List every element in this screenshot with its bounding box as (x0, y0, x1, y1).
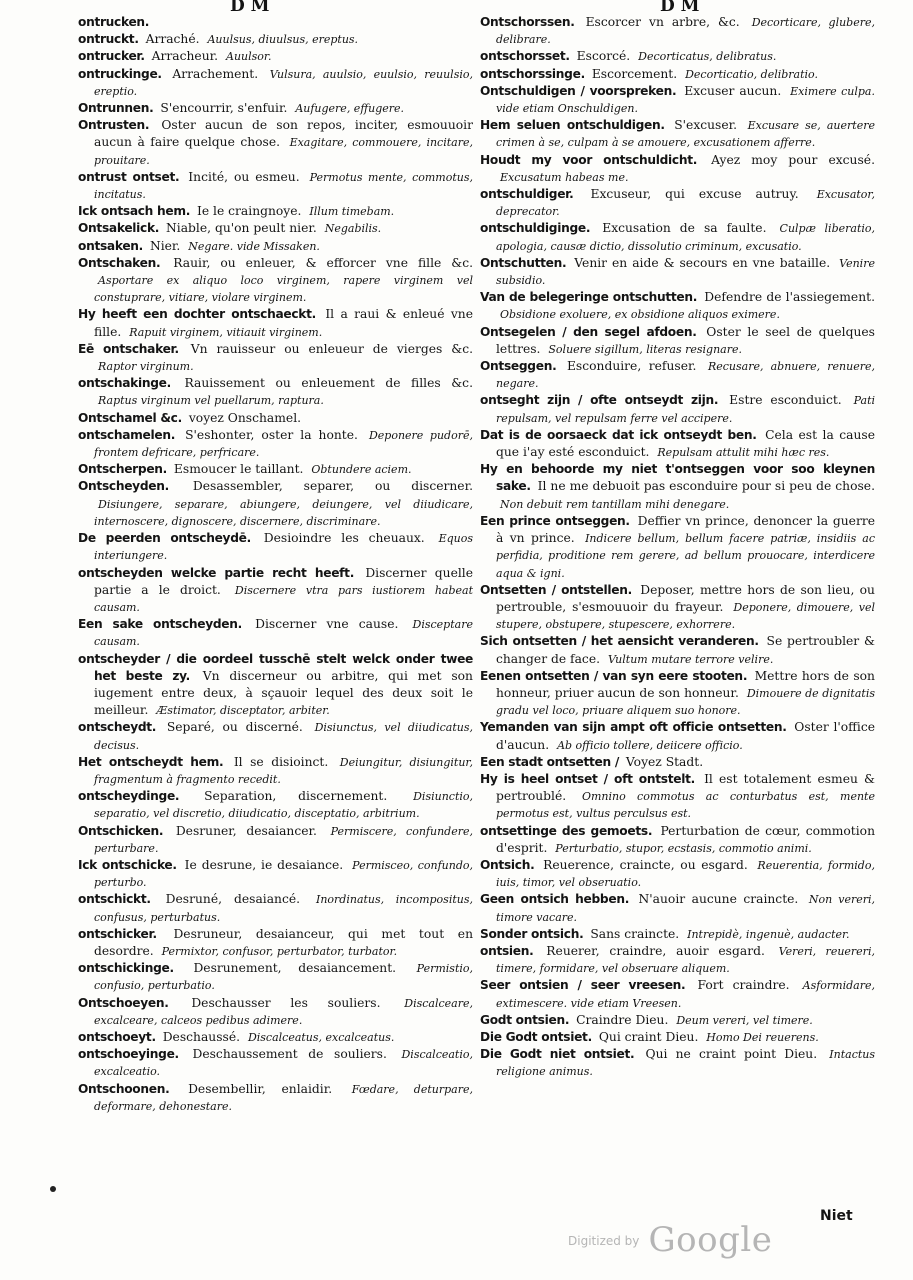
entry-french: Ie desrune, ie desaiance. (184, 857, 344, 872)
dictionary-entry (480, 427, 875, 461)
entry-headword: Ontrunnen. (78, 101, 154, 116)
entry-headword: ontsien. (480, 943, 534, 958)
entry-latin: Intactus religione animus. (496, 1048, 875, 1079)
entry-headword: ontscheydinge. (78, 789, 180, 804)
entry-headword: Ontschicken. (78, 823, 164, 838)
entry-headword: Ontsich. (480, 857, 535, 872)
dictionary-entry (480, 461, 875, 513)
entry-french: N'auoir aucune craincte. (638, 892, 799, 907)
dictionary-entry (78, 306, 473, 340)
entry-french: Rauir, ou enleuer, & efforcer vne fille &c. (173, 255, 473, 270)
ink-dot-mark (50, 1186, 56, 1192)
entry-latin: Asportare ex aliquo loco virginem, rapere virginem vel constuprare, vitiare, violare virginem. (94, 274, 473, 305)
entry-headword: ontruckt. (78, 32, 139, 47)
entry-latin: Eximere culpa. vide etiam Onschuldigen. (496, 84, 875, 116)
entry-latin: Vultum mutare terrore velire. (607, 652, 774, 666)
entry-headword: ontschoeyt. (78, 1029, 156, 1044)
dictionary-entry (78, 995, 473, 1029)
entry-latin: Permisceo, confundo, perturbo. (94, 858, 473, 890)
entry-french: Vn discerneur ou arbitre, qui met son iugement entre deux, à sçauoir lequel des deux soit le meilleur. (94, 668, 473, 718)
entry-latin: Decorticatio, delibratio. (685, 67, 818, 81)
dictionary-entry (78, 651, 473, 720)
dictionary-entry (480, 513, 875, 582)
catchword: Niet (820, 1208, 853, 1224)
entry-latin: Non vereri, timore vacare. (496, 893, 875, 924)
dictionary-entry (480, 392, 875, 426)
entry-french: Deschausser les souliers. (191, 995, 381, 1010)
entry-latin: Exagitare, commouere, incitare, prouitare. (94, 136, 473, 167)
dictionary-entry (78, 427, 473, 461)
dictionary-entry (480, 857, 875, 891)
entry-headword: Godt ontsien. (480, 1012, 570, 1027)
entry-french: Venir en aide & secours en vne bataille. (574, 255, 831, 270)
entry-french: Separé, ou discerné. (166, 720, 303, 735)
entry-french: Deffier vn prince, denoncer la guerre à vn prince. (496, 513, 875, 546)
entry-latin: Venire subsidio. (496, 256, 875, 288)
entry-latin: Permistio, confusio, perturbatio. (94, 962, 473, 993)
entry-latin: Excusare se, auertere crimen à se, culpam à se amouere, excusationem afferre. (496, 119, 875, 150)
entry-latin: Deponere, dimouere, vel stupere, obstupere, stupescere, exhorrere. (496, 600, 875, 632)
entry-french: Ayez moy pour excusé. (711, 152, 875, 167)
entry-french: Deschaussé. (162, 1029, 241, 1044)
dictionary-entry (78, 203, 473, 220)
entry-headword: Ontseggen. (480, 359, 557, 374)
entry-latin: Disceptare causam. (94, 618, 473, 649)
entry-latin: Excusatum habeas me. (500, 170, 629, 184)
entry-french: Oster le seel de quelques lettres. (496, 324, 875, 356)
entry-headword: ontschorssinge. (480, 66, 585, 81)
entry-latin: Repulsam attulit mihi hæc res. (657, 446, 830, 460)
dictionary-entry (78, 788, 473, 822)
entry-french: Oster aucun de son repos, inciter, esmouuoir aucun à faire quelque chose. (94, 118, 473, 150)
dictionary-entry (78, 823, 473, 857)
entry-latin: Reuerentia, formido, iuis, timor, vel obseruatio. (496, 858, 875, 890)
entry-headword: ontschickinge. (78, 961, 174, 976)
dictionary-entry (78, 565, 473, 617)
dictionary-entry (78, 341, 473, 375)
entry-headword: ontruckinge. (78, 66, 162, 81)
entry-french: Nier. (149, 238, 181, 253)
entry-latin: Culpæ liberatio, apologia, causæ dictio, dissolutio criminum, excusatio. (496, 222, 875, 253)
entry-french: Ie le craingnoye. (197, 204, 302, 219)
dictionary-entry (480, 66, 875, 83)
dictionary-entry (78, 1029, 473, 1046)
entry-latin: Negare. vide Missaken. (188, 239, 320, 253)
entry-latin: Discalceare, excalceare, calceos pedibus adimere. (94, 996, 473, 1027)
entry-latin: Pati repulsam, vel repulsam ferre vel accipere. (496, 394, 875, 425)
entry-french: S'excuser. (674, 118, 738, 133)
dictionary-entry (78, 857, 473, 891)
entry-french: Rauissement ou enleuement de filles &c. (184, 376, 473, 391)
entry-latin: Permixtor, confusor, perturbator, turbator. (161, 944, 398, 958)
dictionary-entry (78, 754, 473, 788)
dictionary-entry (480, 83, 875, 117)
entry-latin: Raptus virginum vel puellarum, raptura. (98, 394, 324, 408)
entry-latin: Recusare, abnuere, renuere, negare. (496, 360, 875, 391)
entry-french: Discerner quelle partie a le droict. (94, 565, 473, 597)
header-left: D M (230, 0, 270, 16)
dictionary-entry (78, 220, 473, 237)
dictionary-entry (480, 324, 875, 358)
entry-latin: Indicere bellum, bellum facere patriæ, insidiis ac perfidia, proditione rem gerere, ad bellum prouocare, interdicere aqua & igni. (496, 532, 875, 580)
dictionary-entry (78, 616, 473, 650)
entry-headword: ontschamelen. (78, 427, 176, 442)
dictionary-entry (480, 719, 875, 753)
dictionary-entry (480, 152, 875, 186)
dictionary-entry (480, 14, 875, 48)
entry-french: Craindre Dieu. (576, 1012, 669, 1027)
dictionary-entry (78, 48, 473, 65)
dictionary-entry (78, 1081, 473, 1115)
entry-french: Desembellir, enlaidir. (188, 1081, 333, 1096)
entry-french: Vn rauisseur ou enleueur de vierges &c. (190, 341, 473, 356)
dictionary-entry (78, 960, 473, 994)
entry-headword: Hy is heel ontset / oft ontstelt. (480, 771, 695, 786)
entry-headword: ontsaken. (78, 238, 144, 253)
entry-headword: Ick ontschicke. (78, 857, 177, 872)
entry-headword: Geen ontsich hebben. (480, 892, 630, 907)
entry-latin: Raptor virginum. (98, 360, 194, 374)
entry-french: Cela est la cause que i'ay esté esconduict. (496, 427, 875, 460)
entry-latin: Decorticare, glubere, delibrare. (496, 16, 875, 47)
entry-headword: Ontschoonen. (78, 1081, 170, 1096)
entry-french: Niable, qu'on peult nier. (166, 221, 317, 236)
entry-headword: Eē ontschaker. (78, 341, 179, 356)
entry-headword: ontschickt. (78, 892, 151, 907)
entry-french: Incité, ou esmeu. (188, 169, 300, 184)
dictionary-entry (480, 186, 875, 220)
entry-latin: Permiscere, confundere, perturbare. (94, 824, 473, 855)
entry-headword: Ontsegelen / den segel afdoen. (480, 324, 697, 339)
entry-headword: Ontsakelick. (78, 221, 160, 236)
entry-french: Excuser aucun. (684, 83, 782, 98)
entry-french: Separation, discernement. (204, 789, 388, 804)
entry-headword: Ontsetten / ontstellen. (480, 582, 632, 597)
entry-french: Esconduire, refuser. (566, 359, 697, 374)
entry-headword: Hem seluen ontschuldigen. (480, 118, 665, 133)
entry-french: Il a raui & enleué vne fille. (94, 307, 473, 339)
entry-french: Reuerer, craindre, auoir esgard. (546, 943, 765, 958)
dictionary-entry (78, 530, 473, 564)
entry-headword: Ontschaken. (78, 255, 161, 270)
entry-headword: ontschuldiginge. (480, 221, 591, 236)
entry-french: Il est totalement esmeu & pertroublé. (496, 771, 875, 804)
entry-french: Arraché. (145, 32, 200, 47)
entry-headword: ontrust ontset. (78, 169, 180, 184)
entry-headword: ontscheydt. (78, 720, 157, 735)
entry-headword: Ontschamel &c. (78, 410, 182, 425)
entry-french: voyez Onschamel. (188, 410, 302, 425)
entry-headword: Hy en behoorde my niet t'ontseggen voor soo kleynen sake. (480, 462, 875, 494)
entry-headword: Van de belegeringe ontschutten. (480, 290, 698, 305)
entry-french: Il se disioinct. (233, 754, 329, 769)
entry-latin: Asformidare, extimescere. vide etiam Vreesen. (496, 979, 875, 1010)
entry-french: Desruneur, desaianceur, qui met tout en desordre. (94, 926, 473, 958)
entry-french: Estre esconduict. (729, 393, 842, 408)
entry-latin: Inordinatus, incompositus, confusus, perturbatus. (94, 893, 473, 924)
right-column (480, 14, 875, 1219)
entry-headword: ontschorsset. (480, 49, 570, 64)
entry-headword: Ontschutten. (480, 255, 567, 270)
dictionary-entry (480, 358, 875, 392)
header-right: D M (660, 0, 700, 16)
dictionary-entry (480, 891, 875, 925)
entry-headword: ontscheyder / die oordeel tusschē stelt welck onder twee het beste zy. (78, 651, 473, 683)
entry-latin: Aufugere, effugere. (295, 102, 405, 116)
entry-headword: Ontscherpen. (78, 462, 167, 477)
entry-latin: Rapuit virginem, vitiauit virginem. (129, 325, 323, 339)
entry-french: Defendre de l'assiegement. (704, 290, 875, 305)
entry-french: Desruner, desaiancer. (175, 823, 317, 838)
entry-headword: Een stadt ontsetten / (480, 754, 619, 769)
entry-latin: Vereri, reuereri, timere, formidare, vel obseruare aliquem. (496, 944, 875, 976)
entry-french: Mettre hors de son honneur, priuer aucun de son honneur. (496, 668, 875, 700)
dictionary-entry (78, 100, 473, 117)
left-column (78, 14, 473, 1219)
entry-french: S'eshonter, oster la honte. (185, 427, 358, 442)
entry-latin: Intrepidè, ingenuè, audacter. (687, 927, 850, 941)
dictionary-entry (78, 461, 473, 478)
google-logo-text: Google (648, 1220, 773, 1260)
dictionary-entry (78, 478, 473, 530)
entry-latin: Discernere vtra pars iustiorem habeat causam. (94, 583, 473, 614)
dictionary-entry (480, 220, 875, 254)
entry-latin: Auulsor. (226, 50, 272, 64)
entry-latin: Æstimator, disceptator, arbiter. (156, 704, 330, 718)
entry-latin: Dimouere de dignitatis gradu vel loco, priuare aliquem suo honore. (496, 686, 875, 718)
entry-latin: Negabilis. (324, 222, 382, 236)
entry-french: Qui ne craint point Dieu. (645, 1047, 818, 1062)
dictionary-entry (78, 410, 473, 427)
watermark-small-text: Digitized by (568, 1234, 640, 1248)
entry-french: Qui craint Dieu. (598, 1029, 699, 1044)
entry-latin: Decorticatus, delibratus. (638, 50, 777, 64)
entry-french: Voyez Stadt. (625, 754, 704, 769)
entry-french: Arracheur. (151, 49, 219, 64)
digitized-watermark (568, 1220, 772, 1260)
dictionary-entry (78, 169, 473, 203)
entry-french: Escorcer vn arbre, &c. (585, 15, 740, 29)
entry-latin: Omnino commotus ac conturbatus est, mente permotus est, vultus perculsus est. (496, 790, 875, 821)
entry-headword: Het ontscheydt hem. (78, 754, 224, 769)
entry-latin: Discalceatus, excalceatus. (247, 1030, 395, 1044)
entry-headword: ontsettinge des gemoets. (480, 823, 653, 838)
entry-latin: Permotus mente, commotus, incitatus. (94, 170, 473, 202)
dictionary-entry (480, 823, 875, 857)
entry-french: Desruné, desaiancé. (165, 892, 301, 907)
entry-headword: Ontschoeyen. (78, 995, 169, 1010)
dictionary-entry (480, 255, 875, 289)
entry-latin: Disiungere, separare, abiungere, deiungere, vel diiudicare, internoscere, dignoscere, discernere, discriminare. (94, 497, 473, 528)
entry-french: Esmoucer le taillant. (173, 462, 304, 477)
entry-latin: Discalceatio, excalceatio. (94, 1048, 473, 1079)
entry-french: Excusation de sa faulte. (602, 221, 767, 236)
entry-french: Excuseur, qui excuse autruy. (590, 187, 799, 202)
entry-french: Desassembler, separer, ou discerner. (192, 479, 473, 494)
entry-latin: Soluere sigillum, literas resignare. (548, 342, 742, 356)
entry-latin: Fœdare, deturpare, deformare, dehonestare. (94, 1082, 473, 1113)
entry-latin: Perturbatio, stupor, ecstasis, commotio animi. (555, 841, 812, 855)
dictionary-entry (480, 1029, 875, 1046)
dictionary-entry (78, 891, 473, 925)
entry-latin: Deiungitur, disiungitur, fragmentum à fragmento recedit. (94, 755, 473, 786)
entry-headword: Sonder ontsich. (480, 926, 584, 941)
dictionary-entry (78, 117, 473, 169)
dictionary-entry (480, 754, 875, 771)
entry-latin: Ab officio tollere, deiicere officio. (557, 738, 743, 752)
dictionary-entry (480, 926, 875, 943)
entry-french: Oster l'office d'aucun. (496, 720, 875, 752)
entry-latin: Vulsura, auulsio, euulsio, reuulsio, ereptio. (94, 67, 473, 98)
dictionary-entry (480, 771, 875, 823)
entry-french: S'encourrir, s'enfuir. (160, 101, 288, 116)
entry-french: Desrunement, desaiancement. (193, 961, 397, 976)
entry-headword: ontrucken. (78, 15, 150, 29)
entry-french: Discerner vne cause. (255, 617, 399, 632)
entry-french: Deposer, mettre hors de son lieu, ou pertrouble, s'esmouuoir du frayeur. (496, 582, 875, 614)
dictionary-entry (78, 66, 473, 100)
entry-headword: ontschoeyinge. (78, 1047, 179, 1062)
entry-headword: Ick ontsach hem. (78, 204, 191, 219)
entry-headword: De peerden ontscheydē. (78, 531, 251, 546)
entry-french: Arrachement. (172, 66, 259, 81)
dictionary-entry (480, 582, 875, 634)
dictionary-entry (78, 238, 473, 255)
entry-latin: Deum vereri, vel timere. (676, 1013, 813, 1027)
dictionary-entry (78, 1046, 473, 1080)
entry-french: Il ne me debuoit pas esconduire pour si peu de chose. (537, 479, 875, 494)
entry-headword: Ontschuldigen / voorspreken. (480, 83, 677, 98)
entry-latin: Disiunctio, separatio, vel discretio, diiudicatio, disceptatio, arbitrium. (94, 790, 473, 821)
entry-latin: Excusator, deprecator. (496, 188, 875, 219)
entry-latin: Auulsus, diuulsus, ereptus. (207, 33, 359, 47)
entry-french: Perturbation de cœur, commotion d'esprit. (496, 823, 875, 855)
entry-headword: Die Godt niet ontsiet. (480, 1047, 635, 1062)
entry-headword: ontrucker. (78, 49, 145, 64)
entry-headword: Die Godt ontsiet. (480, 1029, 592, 1044)
entry-latin: Obtundere aciem. (311, 463, 412, 477)
entry-latin: Non debuit rem tantillam mihi denegare. (500, 497, 730, 511)
entry-headword: Ontscheyden. (78, 479, 169, 494)
dictionary-entry (480, 633, 875, 667)
dictionary-entry (480, 289, 875, 323)
entry-headword: Een prince ontseggen. (480, 513, 630, 528)
dictionary-entry (480, 943, 875, 977)
dictionary-entry (78, 375, 473, 409)
dictionary-entry (78, 14, 473, 31)
entry-latin: Homo Dei reuerens. (706, 1030, 819, 1044)
dictionary-entry (78, 31, 473, 48)
dictionary-entry (480, 1046, 875, 1080)
dictionary-entry (78, 255, 473, 307)
entry-headword: ontschicker. (78, 926, 157, 941)
entry-headword: Dat is de oorsaeck dat ick ontseydt ben. (480, 427, 757, 442)
entry-headword: ontschakinge. (78, 376, 171, 391)
dictionary-entry (78, 926, 473, 960)
entry-headword: ontscheyden welcke partie recht heeft. (78, 565, 355, 580)
entry-headword: ontseght zijn / ofte ontseydt zijn. (480, 393, 719, 408)
dictionary-entry (78, 719, 473, 753)
dictionary-entry (480, 668, 875, 720)
entry-headword: ontschuldiger. (480, 187, 574, 202)
entry-headword: Sich ontsetten / het aensicht veranderen. (480, 634, 759, 649)
entry-headword: Houdt my voor ontschuldicht. (480, 152, 698, 167)
entry-headword: Hy heeft een dochter ontschaeckt. (78, 307, 316, 322)
entry-headword: Ontrusten. (78, 118, 150, 133)
entry-french: Sans craincte. (590, 926, 680, 941)
entry-french: Escorcement. (591, 66, 678, 81)
entry-latin: Equos interiungere. (94, 532, 473, 563)
dictionary-entry (480, 48, 875, 65)
entry-french: Reuerence, craincte, ou esgard. (543, 857, 748, 872)
entry-latin: Illum timebam. (309, 205, 395, 219)
entry-headword: Ontschorssen. (480, 15, 575, 29)
dictionary-entry (480, 1012, 875, 1029)
entry-headword: Een sake ontscheyden. (78, 617, 242, 632)
entry-headword: Eenen ontsetten / van syn eere stooten. (480, 668, 748, 683)
dictionary-entry (480, 117, 875, 151)
entry-headword: Seer ontsien / seer vreesen. (480, 978, 686, 993)
entry-latin: Deponere pudorē, frontem defricare, perfricare. (94, 428, 473, 460)
entry-french: Fort craindre. (697, 978, 790, 993)
entry-french: Deschaussement de souliers. (192, 1047, 387, 1062)
entry-french: Desioindre les cheuaux. (263, 531, 425, 546)
dictionary-entry (480, 977, 875, 1011)
entry-latin: Disiunctus, vel diiudicatus, decisus. (94, 721, 473, 752)
entry-latin: Obsidione exoluere, ex obsidione aliquos eximere. (500, 308, 780, 322)
entry-french: Escorcé. (576, 49, 631, 64)
entry-french: Se pertroubler & changer de face. (496, 634, 875, 666)
entry-headword: Yemanden van sijn ampt oft officie ontsetten. (480, 720, 787, 735)
